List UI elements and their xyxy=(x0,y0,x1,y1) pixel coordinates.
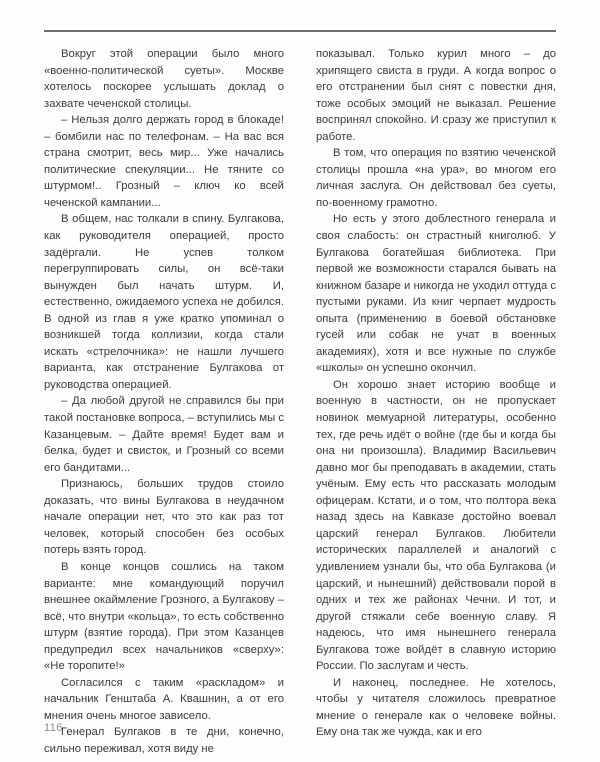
paragraph: Признаюсь, больших трудов стоило доказать, что вины Булгакова в неудачном начале операции нет, что это как раз тот человек, который способен без особых потерь взять город. xyxy=(44,478,284,557)
header-rule xyxy=(44,30,556,32)
paragraph: В общем, нас толкали в спину. Булгакова, как руководителя операцией, просто задёргали. Не успев толком перегруппировать силы, он всё-таки вынужден был начать штурм. И, естественно, ожидаемого успеха не добился. В одной из глав я уже кратко упоминал о возникшей тогда коллизии, когда стали искать «стрелочника»: не нашли лучшего варианта, как отстранение Булгакова от руководства операцией. xyxy=(44,213,284,391)
paragraph: Согласился с таким «раскладом» и начальник Генштаба А. Квашнин, а от его мнения очень многое зависело. xyxy=(44,676,284,722)
paragraph: Но есть у этого доблестного генерала и своя слабость: он страстный книголюб. У Булгакова богатейшая библиотека. При первой же возможности старался бывать на книжном базаре и никогда не уходил оттуда с пустыми руками. Из книг черпает мудрость опыта (применению в боевой обстановке гусей или собак не учат в военных академиях), хотя и все нужные по службе «школы» он успешно окончил. xyxy=(316,213,556,375)
column-right xyxy=(316,46,556,741)
paragraph: В конце концов сошлись на таком варианте: мне командующий поручил внешнее окаймление Грозного, а Булгакову – всё, что внутри «кольца», то есть собственно штурм (взятие города). При этом Казанцев предупредил всех начальников «сверху»: «Не торопите!» xyxy=(44,560,284,673)
paragraph: Он хорошо знает историю вообще и военную в частности, он не пропускает новинок мемуарной литературы, особенно тех, где речь идёт о войне (где бы и когда бы она ни произошла). Владимир Васильевич давно мог бы преподавать в академии, стать учёным. Ему есть что рассказать молодым офицерам. Кстати, и о том, что полтора века назад здесь на Кавказе достойно воевал царский генерал Булгаков. Любители исторических параллелей и аналогий с удивлением узнали бы, что оба Булгакова (и царский, и нынешний) действовали порой в одних и тех же районах Чечни. И тот, и другой стяжали себе военную славу. Я надеюсь, что имя нынешнего генерала Булгакова тоже войдёт в славную историю России. По заслугам и честь. xyxy=(316,378,556,673)
paragraph: В том, что операция по взятию чеченской столицы прошла «на ура», во многом его личная заслуга. Он действовал без суеты, по-военному грамотно. xyxy=(316,147,556,209)
paragraph: Генерал Булгаков в те дни, конечно, сильно переживал, хотя виду не xyxy=(44,726,284,755)
paragraph: – Нельзя долго держать город в блокаде! – бомбили нас по телефонам. – На вас вся страна смотрит, весь мир... Уже начались политические спекуляции... Не тяните со штурмом!.. Грозный – ключ ко всей чеченской кампании... xyxy=(44,114,284,209)
paragraph: показывал. Только курил много – до хрипящего свиста в груди. А когда вопрос о его отстранении был снят с повестки дня, тоже особых эмоций не выказал. Решение воспринял спокойно. И сразу же приступил к работе. xyxy=(316,48,556,143)
column-left xyxy=(44,46,284,758)
paragraph: Вокруг этой операции было много «военно-политической суеты». Москве хотелось поскорее услышать доклад о захвате чеченской столицы. xyxy=(44,48,284,110)
paragraph: – Да любой другой не справился бы при такой постановке вопроса, – вступились мы с Казанцевым. – Дайте время! Будет вам и белка, будет и свисток, и Грозный со всеми его бандитами... xyxy=(44,395,284,474)
page-number: 116 xyxy=(44,722,63,734)
paragraph: И наконец, последнее. Не хотелось, чтобы у читателя сложилось превратное мнение о генерале как о человеке войны. Ему она так же чужда, как и его xyxy=(316,676,556,739)
